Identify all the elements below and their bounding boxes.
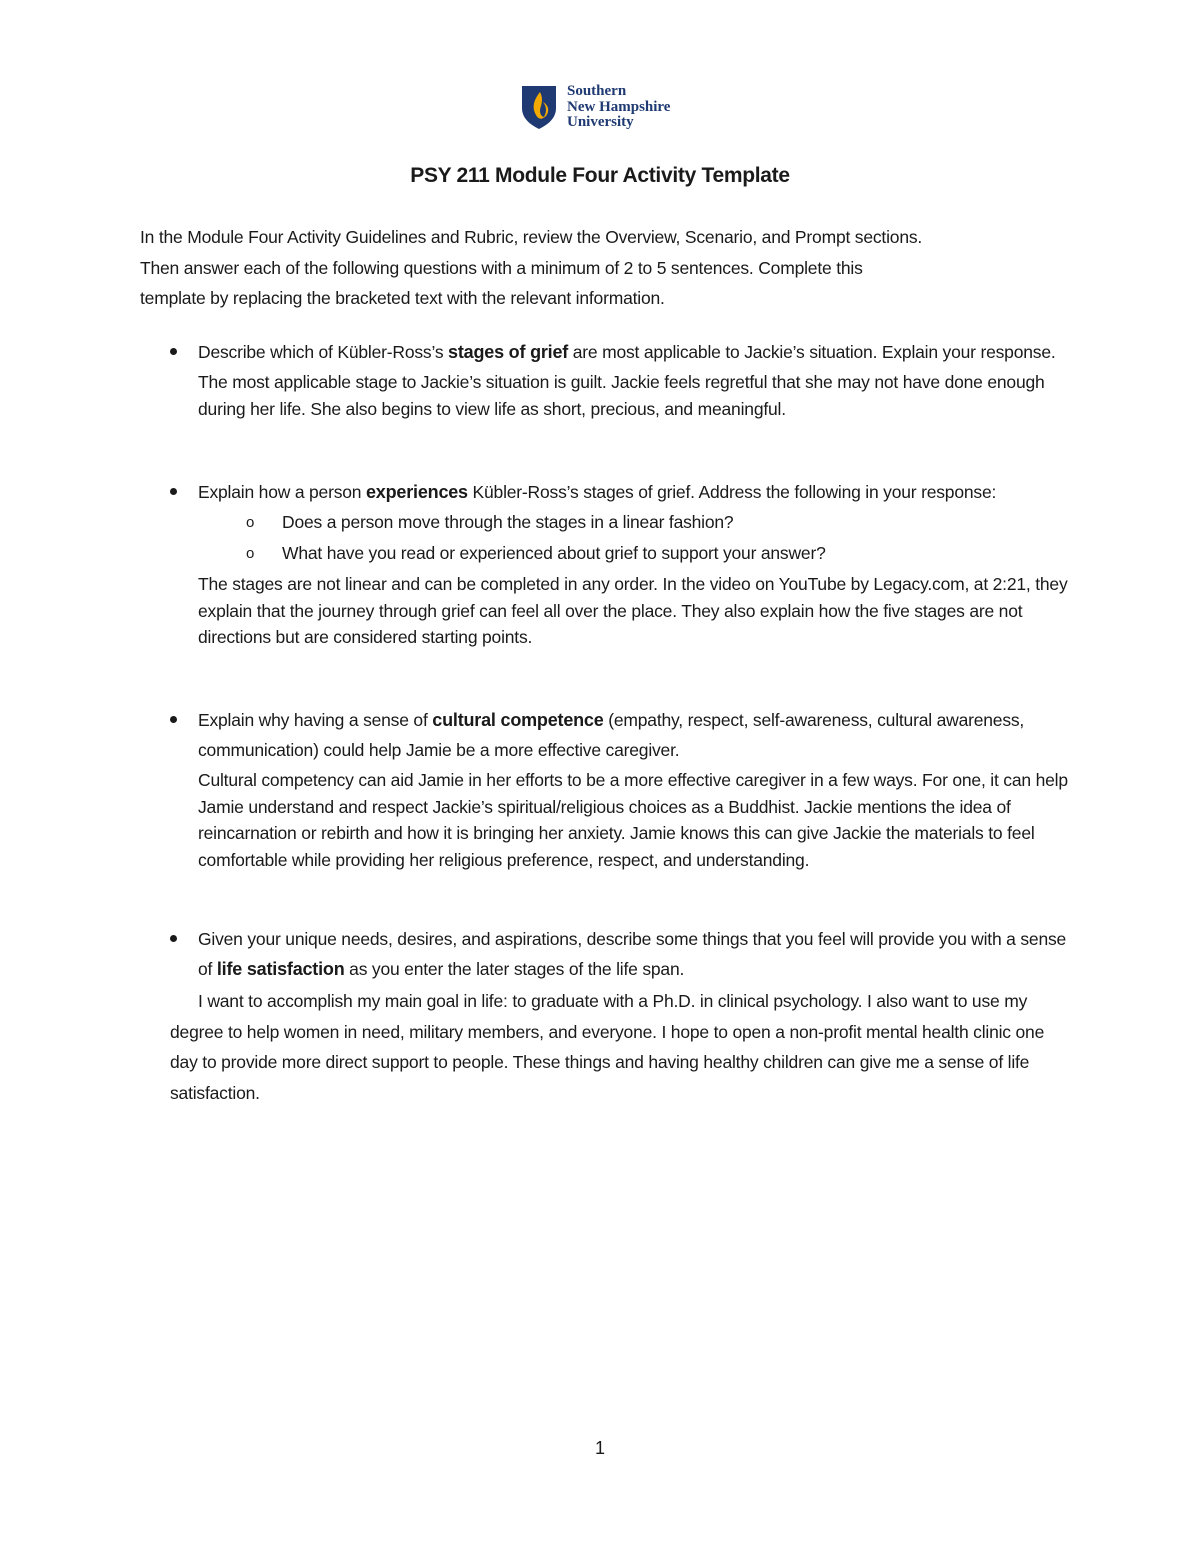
question-1-text-end: are most applicable to Jackie’s situation. Explain your response. xyxy=(568,342,1056,362)
intro-line-2: Then answer each of the following questions with a minimum of 2 to 5 sentences. Complete this xyxy=(140,257,863,278)
bullet-icon xyxy=(170,716,177,723)
question-3-answer: Cultural competency can aid Jamie in her efforts to be a more effective caregiver in a few ways. For one, it can help Jamie understand and respect Jackie’s spiritual/religious choices as a Buddhist. Jackie mentions the idea of reincarnation or rebirth and how it is bringing her anxiety. Jamie knows this can give Jackie the materials to feel comfortable while providing her religious preference, respect, and understanding. xyxy=(198,770,1068,870)
question-2-text: Explain how a person xyxy=(198,482,366,502)
question-4 xyxy=(140,924,1070,1108)
question-3-text: Explain why having a sense of xyxy=(198,710,433,730)
question-4-prompt xyxy=(198,924,1070,984)
logo-wordmark xyxy=(567,84,670,131)
sub-item-1 xyxy=(246,507,1070,538)
question-1-answer: The most applicable stage to Jackie’s situation is guilt. Jackie feels regretful that she may not have done enough during her life. She also begins to view life as short, precious, and meaningful. xyxy=(198,372,1045,419)
sub-item-2-text: What have you read or experienced about grief to support your answer? xyxy=(282,543,826,563)
logo-line-3: University xyxy=(567,114,634,130)
question-4-keyword: life satisfaction xyxy=(216,959,345,979)
bullet-icon xyxy=(170,935,177,942)
intro-line-1: In the Module Four Activity Guidelines and Rubric, review the Overview, Scenario, and Prompt sections. xyxy=(140,227,923,247)
sub-item-1-text: Does a person move through the stages in a linear fashion? xyxy=(282,512,734,532)
intro-line-3: template by replacing the bracketed text with the relevant information. xyxy=(140,288,665,308)
question-3-text-end: (empathy, respect, self-awareness, cultural awareness, communication) could help Jamie be a more effective caregiver. xyxy=(198,710,1025,760)
page-number: 1 xyxy=(594,1438,605,1458)
question-1-prompt xyxy=(198,337,1070,367)
question-2-text-end: Kübler-Ross’s stages of grief. Address the following in your response: xyxy=(467,482,997,502)
question-4-text-end: as you enter the later stages of the life span. xyxy=(344,959,685,979)
question-1 xyxy=(140,337,1070,422)
question-3-prompt xyxy=(198,705,1070,765)
sub-item-2 xyxy=(246,538,1070,569)
sub-bullet-icon: o xyxy=(246,514,255,531)
question-3-keyword: cultural competence xyxy=(432,710,604,730)
question-2-answer: The stages are not linear and can be completed in any order. In the video on YouTube by Legacy.com, at 2:21, they explain that the journey through grief can feel all over the place. They also explain how the five stages are not directions but are considered starting points. xyxy=(198,574,1068,647)
question-1-text: Describe which of Kübler-Ross’s xyxy=(198,342,449,362)
shield-flame-icon xyxy=(521,84,557,130)
question-4-answer: I want to accomplish my main goal in life: to graduate with a Ph.D. in clinical psychology. I also want to use my degree to help women in need, military members, and everyone. I hope to open a non-profit mental health clinic one day to provide more direct support to people. These things and having healthy children can give me a sense of life satisfaction. xyxy=(170,991,1045,1103)
logo-line-1: Southern xyxy=(567,83,627,99)
bullet-icon xyxy=(170,348,177,355)
question-4-text: Given your unique needs, desires, and aspirations, describe some things that you feel will provide you with a sense of xyxy=(198,929,1067,979)
bullet-icon xyxy=(170,488,177,495)
document-title: PSY 211 Module Four Activity Template xyxy=(410,164,790,187)
question-2-keyword: experiences xyxy=(366,482,468,502)
question-3 xyxy=(140,705,1070,873)
sub-bullet-icon: o xyxy=(246,545,255,562)
logo-line-2: New Hampshire xyxy=(567,98,671,115)
question-1-keyword: stages of grief xyxy=(448,342,569,362)
intro-paragraph xyxy=(140,222,1070,314)
question-2-prompt xyxy=(198,477,1070,507)
question-2 xyxy=(140,477,1070,651)
